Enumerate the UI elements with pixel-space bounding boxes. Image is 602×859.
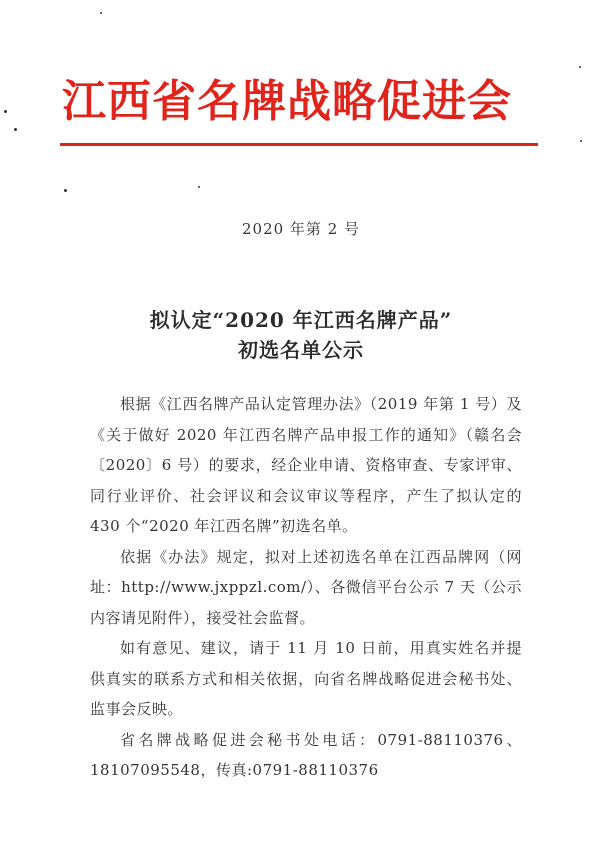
paragraph-publicity: 依据《办法》规定，拟对上述初选名单在江西品牌网（网址：http://www.jxppzl.com/）、各微信平台公示 7 天（公示内容请见附件），接受社会监督。 [90,547,522,627]
paragraph-feedback: 如有意见、建议，请于 11 月 10 日前，用真实姓名并提供真实的联系方式和相关依据，向省名牌战略促进会秘书处、监事会反映。 [90,639,522,718]
paragraph-basis: 根据《江西名牌产品认定管理办法》（2019 年第 1 号）及《关于做好 2020 年江西名牌产品申报工作的通知》（赣名会〔2020〕6 号）的要求，经企业申请、资格审查、专家评审、同行业评价、社会评议和会议审议等程序，产生了拟认定的 430 个“2020 年江西名牌”初选名单。 [90,395,522,535]
document-body [90,389,522,786]
scan-speck [580,140,582,142]
letterhead-title: 江西省名牌战略促进会 [62,76,512,127]
document-number: 2020 年第 2 号 [241,220,361,238]
scan-speck [64,189,67,192]
letterhead-red-rule [60,143,538,146]
document-title-line-1: 拟认定“2020 年江西名牌产品” [149,308,453,332]
scan-speck [198,186,200,188]
document-title-line-2: 初选名单公示 [238,338,364,362]
scan-speck [100,12,102,14]
scan-speck [4,110,7,113]
scan-speck [14,128,17,131]
scan-speck [579,66,581,68]
paragraph-contact: 省名牌战略促进会秘书处电话：0791-88110376、18107095548，传真:0791-88110376 [90,730,522,779]
